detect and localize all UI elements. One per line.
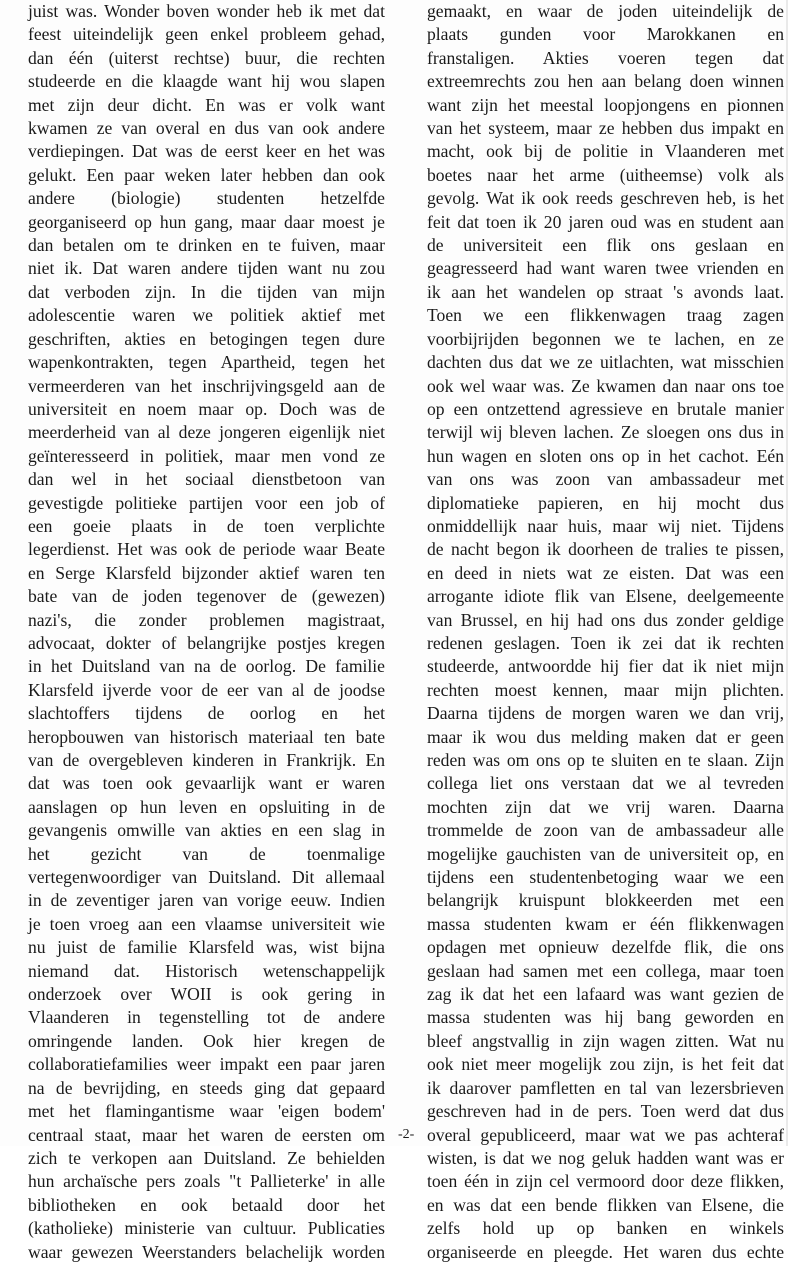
text-line: van Brussel, en hij had ons dus zonder geldige bbox=[427, 609, 784, 630]
text-line: overal gepubliceerd, maar wat we pas achteraf bbox=[427, 1124, 784, 1145]
text-line: op een ontzettend agressieve en brutale manier bbox=[427, 398, 784, 419]
text-line: universiteit en noem maar op. Doch was de bbox=[28, 398, 385, 419]
text-line: dan betalen om te drinken en te fuiven, maar bbox=[28, 235, 385, 256]
text-line: ook wel waar was. Ze kwamen dan naar ons toe bbox=[427, 375, 784, 396]
text-line: omringende landen. Ook hier kregen de bbox=[28, 1030, 385, 1051]
text-line: verdiepingen. Dat was de eerst keer en het was bbox=[28, 141, 385, 162]
text-line: advocaat, dokter of belangrijke postjes kregen bbox=[28, 632, 385, 653]
text-line: (katholieke) ministerie van cultuur. Publicaties bbox=[28, 1218, 385, 1239]
text-line: wisten, is dat we nog geluk hadden want was er bbox=[427, 1147, 784, 1168]
text-line: slachtoffers tijdens de oorlog en het bbox=[28, 703, 385, 724]
text-line: terwijl wij bleven lachen. Ze sloegen ons dus in bbox=[427, 422, 784, 443]
text-line: ik aan het wandelen op straat 's avonds laat. bbox=[427, 281, 784, 302]
text-line: nu juist de familie Klarsfeld was, wist bijna bbox=[28, 937, 385, 958]
text-line: meerderheid van al deze jongeren eigenlijk niet bbox=[28, 422, 385, 443]
text-line: zag ik dat het een lafaard was want gezien de bbox=[427, 984, 784, 1005]
text-line: mochten zijn dat we vrij waren. Daarna bbox=[427, 796, 784, 817]
text-line: collega liet ons verstaan dat we al tevreden bbox=[427, 773, 784, 794]
text-line: bate van de joden tegenover de (gewezen) bbox=[28, 586, 385, 607]
text-line: zelfs hold up op banken en winkels bbox=[427, 1218, 784, 1239]
text-line: bleef angstvallig in zijn wagen zitten. Wat nu bbox=[427, 1030, 784, 1051]
text-line: van het systeem, maar ze hebben dus impakt en bbox=[427, 118, 784, 139]
text-line: gelukt. Een paar weken later hebben dan ook bbox=[28, 164, 385, 185]
text-column-left bbox=[28, 0, 385, 1264]
text-line: in de zeventiger jaren van vorige eeuw. Indien bbox=[28, 890, 385, 911]
text-line: studeerde, antwoordde hij fier dat ik niet mijn bbox=[427, 656, 784, 677]
text-line: rechten moest kennen, maar mijn plichten. bbox=[427, 679, 784, 700]
text-line: macht, ook bij de politie in Vlaanderen met bbox=[427, 141, 784, 162]
text-line: dat was toen ook gevaarlijk want er waren bbox=[28, 773, 385, 794]
text-line: geschriften, akties en betogingen tegen dure bbox=[28, 328, 385, 349]
text-line: met zijn deur dicht. En was er volk want bbox=[28, 94, 385, 115]
text-line: waar gewezen Weerstanders belachelijk worden bbox=[28, 1241, 385, 1262]
text-line: onderzoek over WOII is ook gering in bbox=[28, 984, 385, 1005]
text-line: voorbijrijden begonnen we te lachen, en ze bbox=[427, 328, 784, 349]
text-line: ook niet meer mogelijk zou zijn, is het feit dat bbox=[427, 1054, 784, 1075]
text-line: collaboratiefamilies weer impakt een paar jaren bbox=[28, 1054, 385, 1075]
text-line: het gezicht van de toenmalige bbox=[28, 843, 385, 864]
text-line: gemaakt, en waar de joden uiteindelijk de bbox=[427, 1, 784, 21]
page-number: -2- bbox=[398, 1127, 415, 1142]
text-line: want zijn het meestal loopjongens en pionnen bbox=[427, 94, 784, 115]
text-line: hun archaïsche pers zoals "t Pallieterke' in alle bbox=[28, 1171, 385, 1192]
text-line: gevestigde politieke partijen voor een job of bbox=[28, 492, 385, 513]
text-line: extreemrechts zou hen aan belang doen winnen bbox=[427, 71, 784, 92]
text-line: na de bevrijding, en steeds ging dat gepaard bbox=[28, 1077, 385, 1098]
text-line: dan wel in het sociaal dienstbetoon van bbox=[28, 469, 385, 490]
text-line: en was dat een bende flikken van Elsene, die bbox=[427, 1194, 784, 1215]
text-line: vermeerderen van het inschrijvingsgeld aan de bbox=[28, 375, 385, 396]
text-line: gevolg. Wat ik ook reeds geschreven heb, is het bbox=[427, 188, 784, 209]
text-line: met het flamingantisme waar 'eigen bodem' bbox=[28, 1101, 385, 1122]
text-line: wapenkontrakten, tegen Apartheid, tegen het bbox=[28, 352, 385, 373]
text-line: de nacht begon ik doorheen de tralies te pissen, bbox=[427, 539, 784, 560]
text-line: arrogante idiote flik van Elsene, deelgemeente bbox=[427, 586, 784, 607]
text-line: aanslagen op hun leven en opsluiting in de bbox=[28, 796, 385, 817]
text-line: geagresseerd had want waren twee vrienden en bbox=[427, 258, 784, 279]
text-line: geschreven had in de pers. Toen werd dat dus bbox=[427, 1101, 784, 1122]
text-line: Daarna tijdens de morgen waren we dan vrij, bbox=[427, 703, 784, 724]
text-line: reden was om ons op te sluiten en te slaan. Zijn bbox=[427, 750, 784, 770]
text-line: en deed in niets wat ze eisten. Dat was een bbox=[427, 562, 784, 583]
text-line: Toen we een flikkenwagen traag zagen bbox=[427, 305, 784, 326]
text-line: van de overgebleven kinderen in Frankrijk. En bbox=[28, 750, 385, 770]
text-line: zich te verkopen aan Duitsland. Ze behielden bbox=[28, 1147, 385, 1168]
text-line: geïnteresseerd in politiek, maar men vond ze bbox=[28, 445, 385, 466]
text-line: geslaan had samen met een collega, maar toen bbox=[427, 960, 784, 981]
text-line: dat verboden zijn. In die tijden van mijn bbox=[28, 281, 385, 302]
text-line: gevangenis omwille van akties en een slag in bbox=[28, 820, 385, 841]
text-line: kwamen ze van overal en dus van ook andere bbox=[28, 118, 385, 139]
text-column-right bbox=[427, 0, 784, 1264]
text-line: de universiteit een flik ons geslaan en bbox=[427, 235, 784, 256]
text-line: opdagen met opnieuw dezelfde flik, die ons bbox=[427, 937, 784, 958]
text-line: een goeie plaats in de toen verplichte bbox=[28, 515, 385, 536]
text-line: ik daarover pamfletten en tal van lezersbrieven bbox=[427, 1077, 784, 1098]
text-line: massa studenten was hij bang geworden en bbox=[427, 1007, 784, 1028]
text-line: Klarsfeld ijverde voor de eer van al de joodse bbox=[28, 679, 385, 700]
text-line: en Serge Klarsfeld bijzonder aktief waren ten bbox=[28, 562, 385, 583]
text-line: van ons was zoon van ambassadeur met bbox=[427, 469, 784, 490]
text-line: massa studenten kwam er één flikkenwagen bbox=[427, 913, 784, 934]
text-line: dan één (uiterst rechtse) buur, die rechten bbox=[28, 47, 385, 68]
text-line: heropbouwen van historisch materiaal ten bate bbox=[28, 726, 385, 747]
text-line: legerdienst. Het was ook de periode waar Beate bbox=[28, 539, 385, 560]
text-line: vertegenwoordiger van Duitsland. Dit allemaal bbox=[28, 867, 385, 888]
text-line: feest uiteindelijk geen enkel probleem gehad, bbox=[28, 24, 385, 45]
text-line: organiseerde en pleegde. Het waren dus echte bbox=[427, 1241, 784, 1262]
text-line: tijdens een studentenbetoging waar we een bbox=[427, 867, 784, 888]
text-line: niemand dat. Historisch wetenschappelijk bbox=[28, 960, 385, 981]
text-line: andere (biologie) studenten hetzelfde bbox=[28, 188, 385, 209]
text-line: toen één in zijn cel vermoord door deze flikken, bbox=[427, 1171, 784, 1192]
text-line: georganiseerd op hun gang, maar daar moest je bbox=[28, 211, 385, 232]
text-line: nazi's, die zonder problemen magistraat, bbox=[28, 609, 385, 630]
text-line: onmiddellijk naar huis, maar wij niet. Tijdens bbox=[427, 515, 784, 536]
text-line: trommelde de zoon van de ambassadeur alle bbox=[427, 820, 784, 841]
text-line: franstaligen. Akties voeren tegen dat bbox=[427, 47, 784, 68]
text-line: centraal staat, maar het waren de eersten om bbox=[28, 1124, 385, 1145]
text-line: mogelijke gauchisten van de universiteit op, en bbox=[427, 843, 784, 864]
text-line: adolescentie waren we politiek aktief met bbox=[28, 305, 385, 326]
text-line: juist was. Wonder boven wonder heb ik met dat bbox=[28, 1, 385, 21]
text-line: hun wagen en sloten ons op in het cachot. Eén bbox=[427, 445, 784, 466]
text-line: redenen geslagen. Toen ik zei dat ik rechten bbox=[427, 632, 784, 653]
text-line: plaats gunden voor Marokkanen en bbox=[427, 24, 784, 45]
text-line: in het Duitsland van na de oorlog. De familie bbox=[28, 656, 385, 677]
text-line: feit dat toen ik 20 jaren oud was en student aan bbox=[427, 211, 784, 232]
text-line: belangrijk kruispunt blokkeerden met een bbox=[427, 890, 784, 911]
text-line: dachten dus dat we ze uitlachten, wat misschien bbox=[427, 352, 784, 373]
text-line: je toen vroeg aan een vlaamse universiteit wie bbox=[28, 913, 385, 934]
text-line: boetes naar het arme (uitheemse) volk als bbox=[427, 164, 784, 185]
text-line: diplomatieke papieren, en hij mocht dus bbox=[427, 492, 784, 513]
text-line: studeerde en die klaagde want hij wou slapen bbox=[28, 71, 385, 92]
text-line: maar ik wou dus melding maken dat er geen bbox=[427, 726, 784, 747]
text-line: niet ik. Dat waren andere tijden want nu zou bbox=[28, 258, 385, 279]
text-line: bibliotheken en ook betaald door het bbox=[28, 1194, 385, 1215]
text-line: Vlaanderen in tegenstelling tot de andere bbox=[28, 1007, 385, 1028]
